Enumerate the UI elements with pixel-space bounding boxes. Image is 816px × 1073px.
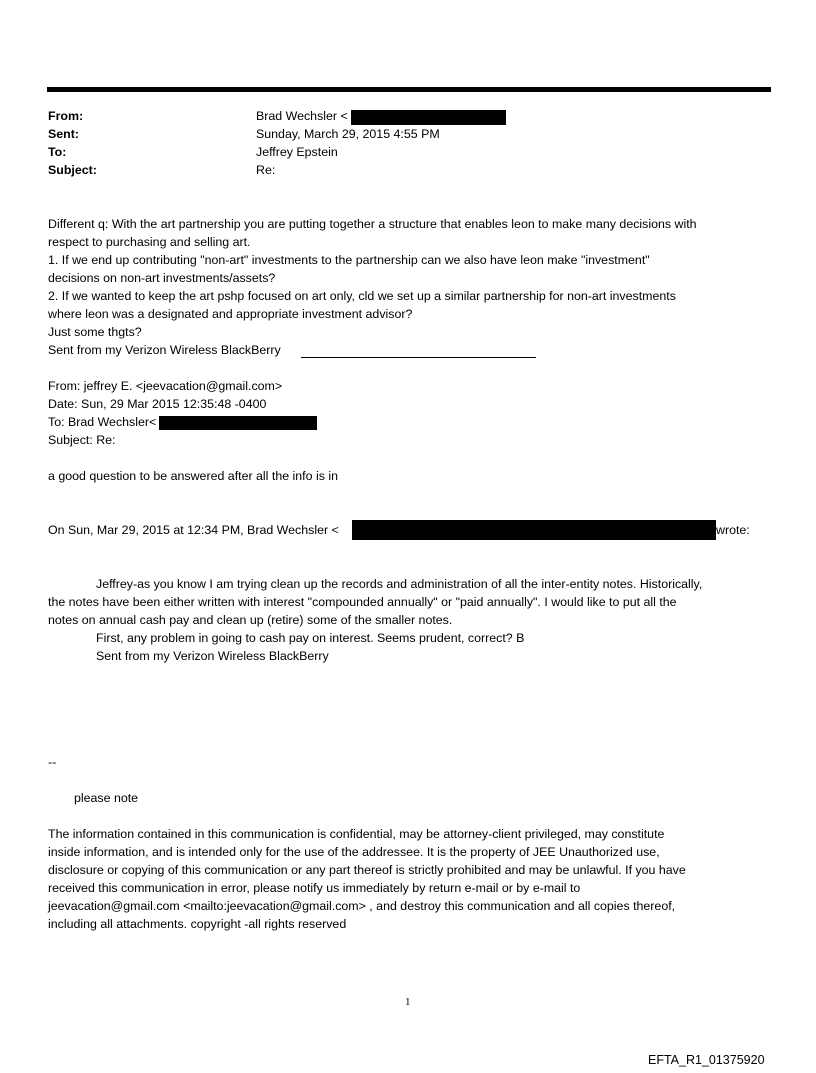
quoted-intro: On Sun, Mar 29, 2015 at 12:34 PM, Brad Wechsler <	[48, 523, 339, 537]
quoted-from: From: jeffrey E. <jeevacation@gmail.com>	[48, 379, 283, 393]
body-line: respect to purchasing and selling art.	[48, 235, 251, 249]
page-number: 1	[405, 996, 411, 1008]
body-line: Sent from my Verizon Wireless BlackBerry	[48, 343, 281, 357]
quoted-line: notes on annual cash pay and clean up (retire) some of the smaller notes.	[48, 613, 453, 627]
document-id: EFTA_R1_01375920	[648, 1053, 765, 1067]
subject-label: Subject:	[48, 163, 97, 177]
redaction-box	[159, 416, 317, 430]
quoted-message: a good question to be answered after all the info is in	[48, 469, 338, 483]
sent-value: Sunday, March 29, 2015 4:55 PM	[256, 127, 440, 141]
redaction-box	[351, 110, 506, 125]
body-line: Just some thgts?	[48, 325, 142, 339]
quoted-line: Sent from my Verizon Wireless BlackBerry	[96, 649, 329, 663]
from-label: From:	[48, 109, 84, 123]
disclaimer-line: including all attachments. copyright -all rights reserved	[48, 917, 347, 931]
subject-value: Re:	[256, 163, 276, 177]
quoted-line: First, any problem in going to cash pay on interest. Seems prudent, correct? B	[96, 631, 525, 645]
to-label: To:	[48, 145, 67, 159]
body-line: Different q: With the art partnership you are putting together a structure that enables leon to make many decisions with	[48, 217, 697, 231]
from-value: Brad Wechsler <	[256, 109, 348, 123]
body-line: decisions on non-art investments/assets?	[48, 271, 276, 285]
disclaimer-line: jeevacation@gmail.com <mailto:jeevacation@gmail.com> , and destroy this communication and all copies thereof,	[48, 899, 676, 913]
sent-label: Sent:	[48, 127, 79, 141]
signature-note: please note	[74, 791, 139, 805]
quoted-to: To: Brad Wechsler<	[48, 415, 157, 429]
separator-line	[301, 357, 536, 358]
body-line: 2. If we wanted to keep the art pshp focused on art only, cld we set up a similar partnership for non-art investments	[48, 289, 676, 303]
body-line: 1. If we end up contributing "non-art" investments to the partnership can we also have leon make "investment"	[48, 253, 650, 267]
signature-dash: --	[48, 755, 57, 769]
quoted-subject: Subject: Re:	[48, 433, 116, 447]
quoted-date: Date: Sun, 29 Mar 2015 12:35:48 -0400	[48, 397, 267, 411]
disclaimer-line: The information contained in this communication is confidential, may be attorney-client privileged, may constitute	[48, 827, 665, 841]
disclaimer-line: disclosure or copying of this communication or any part thereof is strictly prohibited and may be unlawful. If you have	[48, 863, 686, 877]
header-rule	[47, 87, 771, 92]
body-line: where leon was a designated and appropriate investment advisor?	[48, 307, 413, 321]
to-value: Jeffrey Epstein	[256, 145, 338, 159]
disclaimer-line: inside information, and is intended only for the use of the addressee. It is the property of JEE Unauthorized use,	[48, 845, 660, 859]
quoted-line: Jeffrey-as you know I am trying clean up the records and administration of all the inter-entity notes. Historically,	[96, 577, 703, 591]
disclaimer-line: received this communication in error, please notify us immediately by return e-mail or by e-mail to	[48, 881, 581, 895]
quoted-line: the notes have been either written with interest "compounded annually" or "paid annually". I would like to put all the	[48, 595, 677, 609]
quoted-wrote: wrote:	[716, 523, 750, 537]
redaction-box	[352, 520, 716, 540]
